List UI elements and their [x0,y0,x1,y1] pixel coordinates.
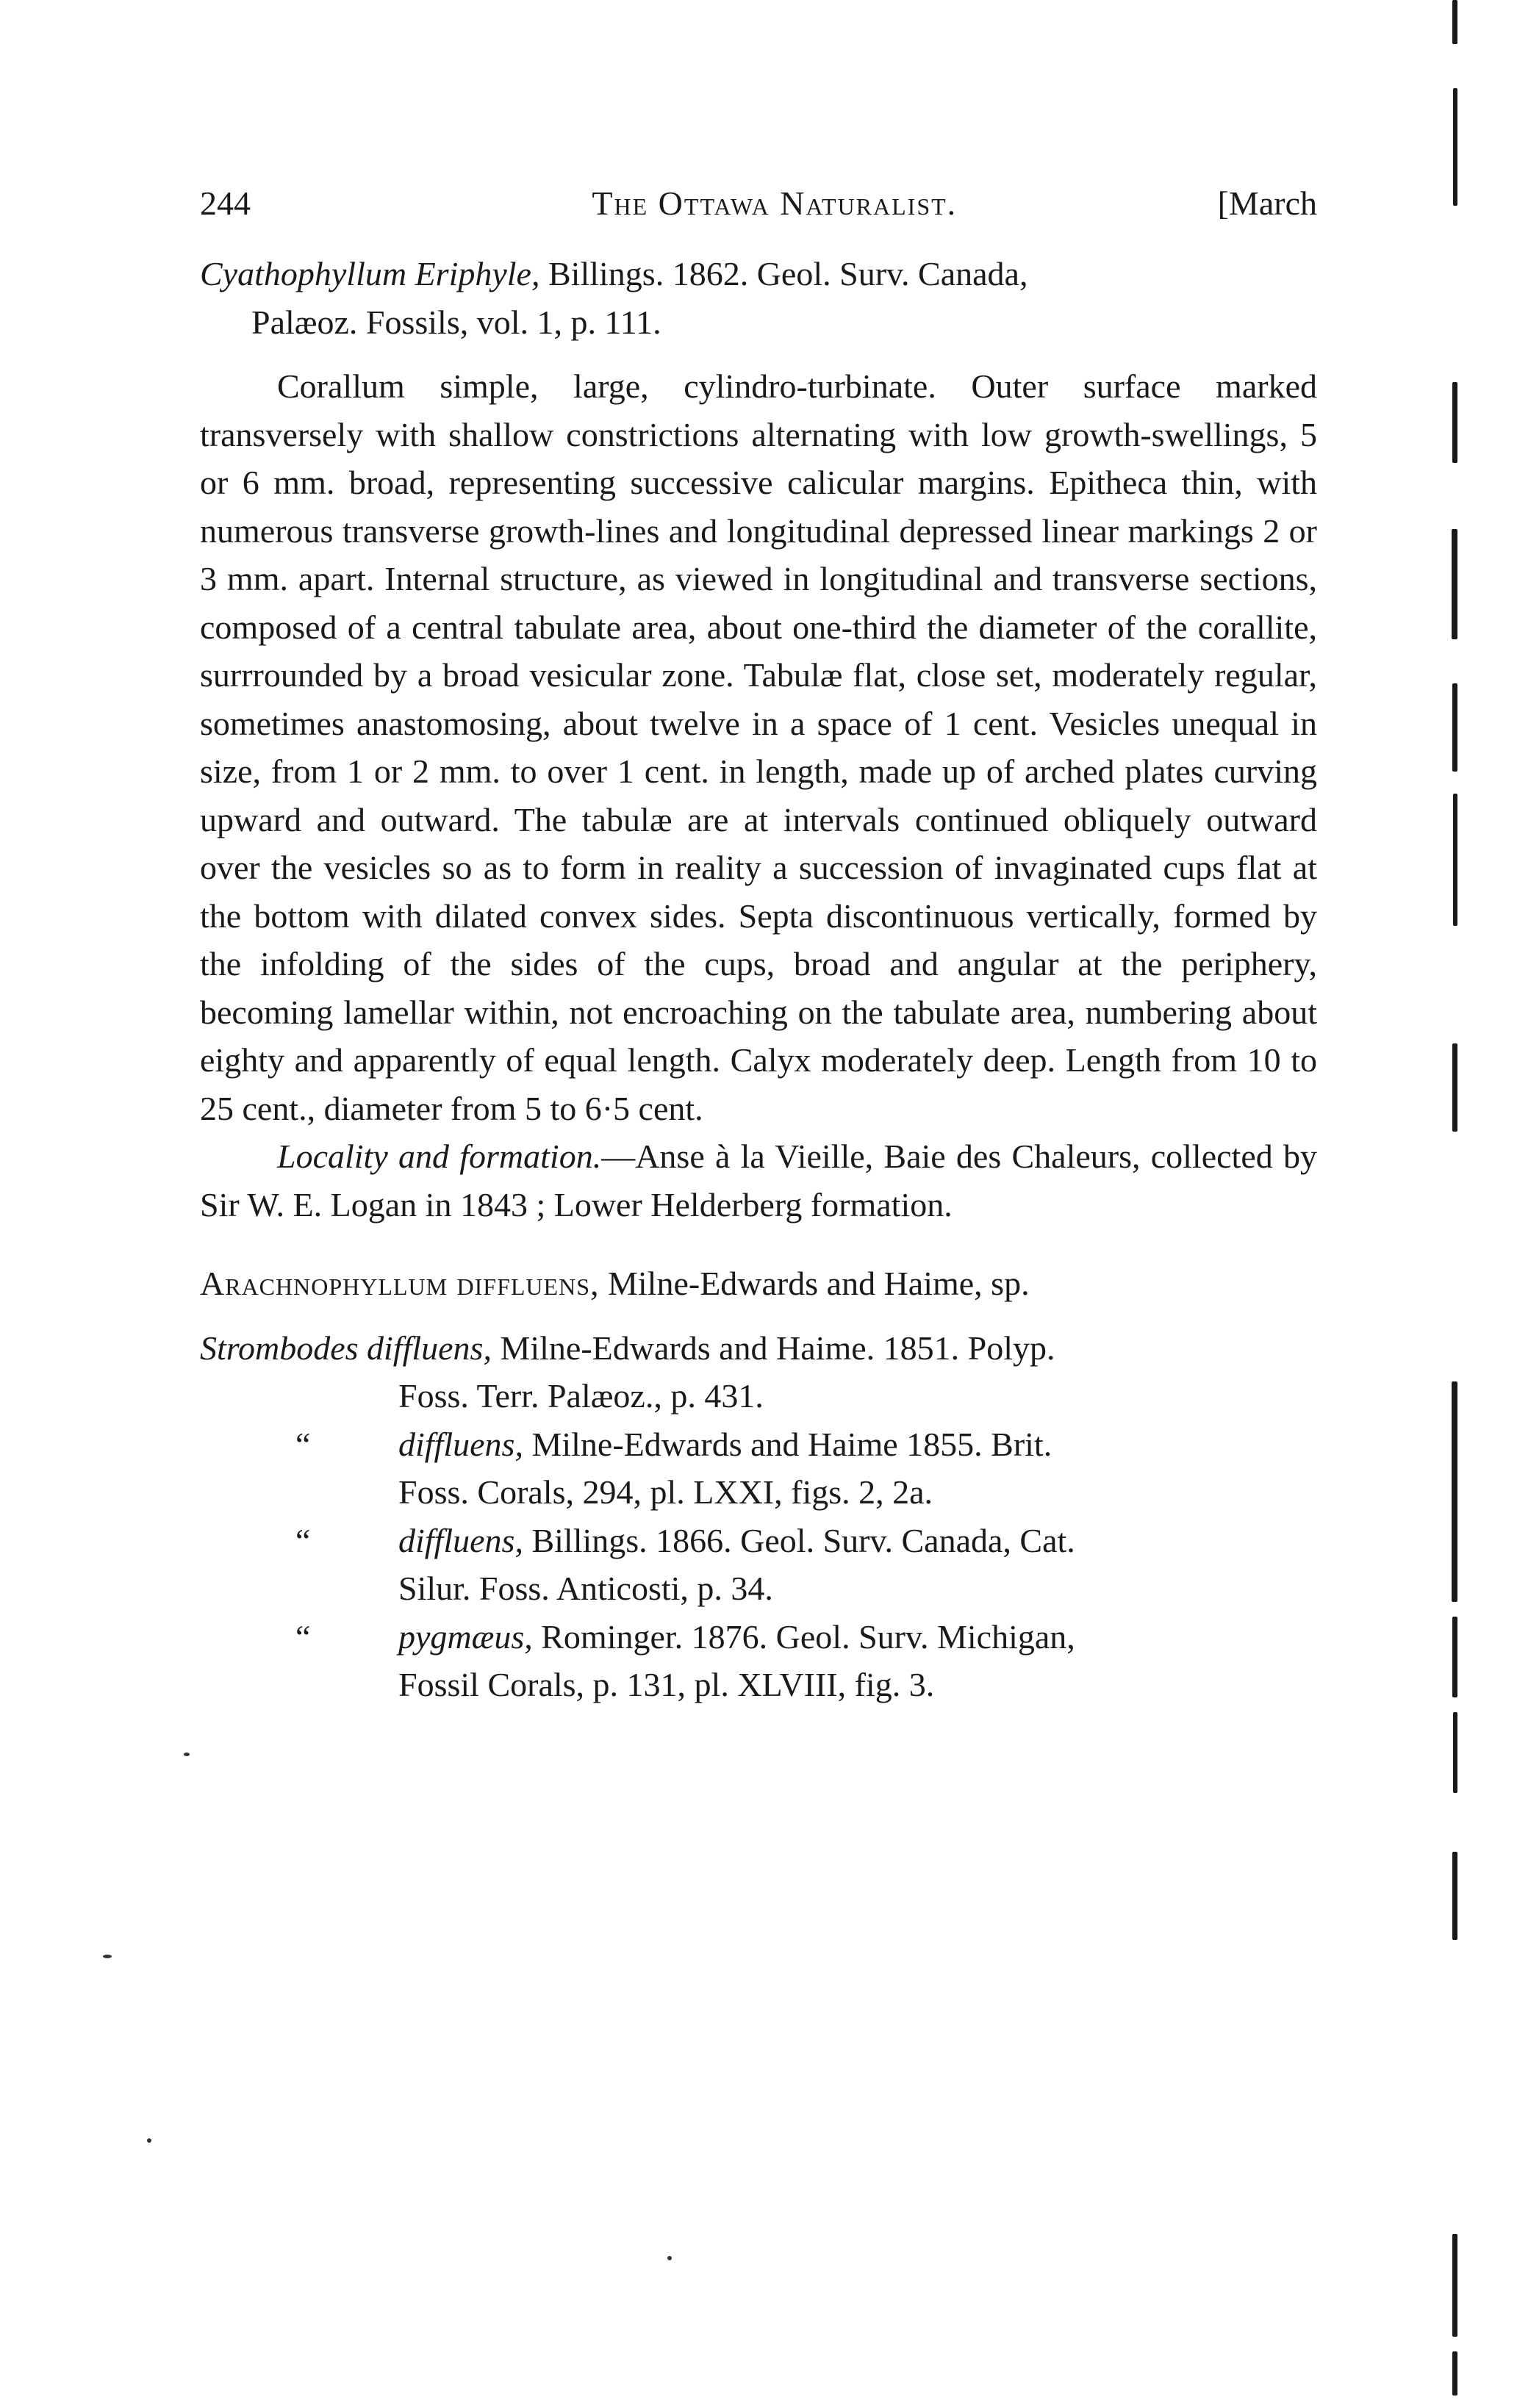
species-heading-authors: Milne-Edwards and Haime, sp. [599,1265,1030,1302]
page-binding-edge [1446,0,1463,2408]
reference-citation: Billings. 1862. Geol. Surv. Canada, [539,255,1028,292]
scan-speck [184,1753,190,1756]
synonym-name: pygmæus, [398,1617,533,1656]
synonym-name: diffluens, [398,1521,523,1559]
synonym-citation-continued: Silur. Foss. Anticosti, p. 34. [398,1570,773,1607]
article-body [200,250,1317,1709]
synonym-citation: Milne-Edwards and Haime 1855. Brit. [523,1425,1052,1463]
page-content [200,184,1317,1709]
synonymy-entry [200,1517,1317,1613]
journal-title: The Ottawa Naturalist. [592,184,958,222]
synonym-citation-continued: Foss. Corals, 294, pl. LXXI, figs. 2, 2a. [398,1473,933,1511]
synonymy-entry [200,1420,1317,1517]
locality-label: Locality and formation. [277,1137,602,1175]
locality-paragraph [200,1132,1317,1229]
ditto-mark: “ [295,1617,311,1656]
scan-speck [667,2256,672,2260]
scan-speck [147,2138,151,2143]
synonymy-entry [200,1324,1317,1420]
reference-citation-continued: Palæoz. Fossils, vol. 1, p. 111. [251,303,661,341]
synonymy-list [200,1324,1317,1709]
description-paragraph: Corallum simple, large, cylindro-turbinate. Outer surface marked transversely with shallow constrictions alternating with low growth-swellings, 5 or 6 mm. broad, representing successive calicular margins. Epitheca thin, with numerous transverse growth-lines and longitudinal depressed linear markings 2 or 3 mm. apart. Internal structure, as viewed in longitudinal and transverse sections, composed of a central tabulate area, about one-third the diameter of the corallite, surrrounded by a broad vesicular zone. Tabulæ flat, close set, moderately regular, sometimes anastomosing, about twelve in a space of 1 cent. Vesicles unequal in size, from 1 or 2 mm. to over 1 cent. in length, made up of arched plates curving upward and outward. The tabulæ are at intervals continued obliquely outward over the vesicles so as to form in reality a succession of invaginated cups flat at the bottom with dilated convex sides. Septa discontinuous vertically, formed by the infolding of the sides of the cups, broad and angular at the periphery, becoming lamellar within, not encroaching on the tabulate area, numbering about eighty and apparently of equal length. Calyx moderately deep. Length from 10 to 25 cent., diameter from 5 to 6·5 cent. [200,367,1317,1127]
synonym-name: diffluens, [398,1425,523,1463]
ditto-mark: “ [295,1425,311,1463]
scan-speck [103,1955,112,1958]
synonym-citation: Milne-Edwards and Haime. 1851. Polyp. [491,1329,1055,1367]
synonym-citation-continued: Fossil Corals, p. 131, pl. XLVIII, fig. 3. [398,1666,935,1703]
synonym-citation: Rominger. 1876. Geol. Surv. Michigan, [532,1617,1075,1656]
running-head [200,184,1317,250]
species-heading-name: Arachnophyllum diffluens, [200,1265,600,1302]
species-heading [200,1259,1317,1308]
cyathophyllum-reference [200,250,1317,346]
species-name: Cyathophyllum Eriphyle, [200,255,540,292]
locality-text: —Anse à la Vieille, Baie des Chaleurs, collected by Sir W. E. Logan in 1843 ; Lower Helderberg formation. [200,1137,1317,1223]
ditto-mark: “ [295,1521,311,1559]
running-head-month: [March [1217,184,1317,222]
synonym-name: Strombodes diffluens, [200,1329,492,1367]
synonym-citation: Billings. 1866. Geol. Surv. Canada, Cat. [523,1521,1075,1559]
synonym-citation-continued: Foss. Terr. Palæoz., p. 431. [398,1377,764,1415]
page-number: 244 [200,184,251,222]
synonymy-entry [200,1613,1317,1709]
